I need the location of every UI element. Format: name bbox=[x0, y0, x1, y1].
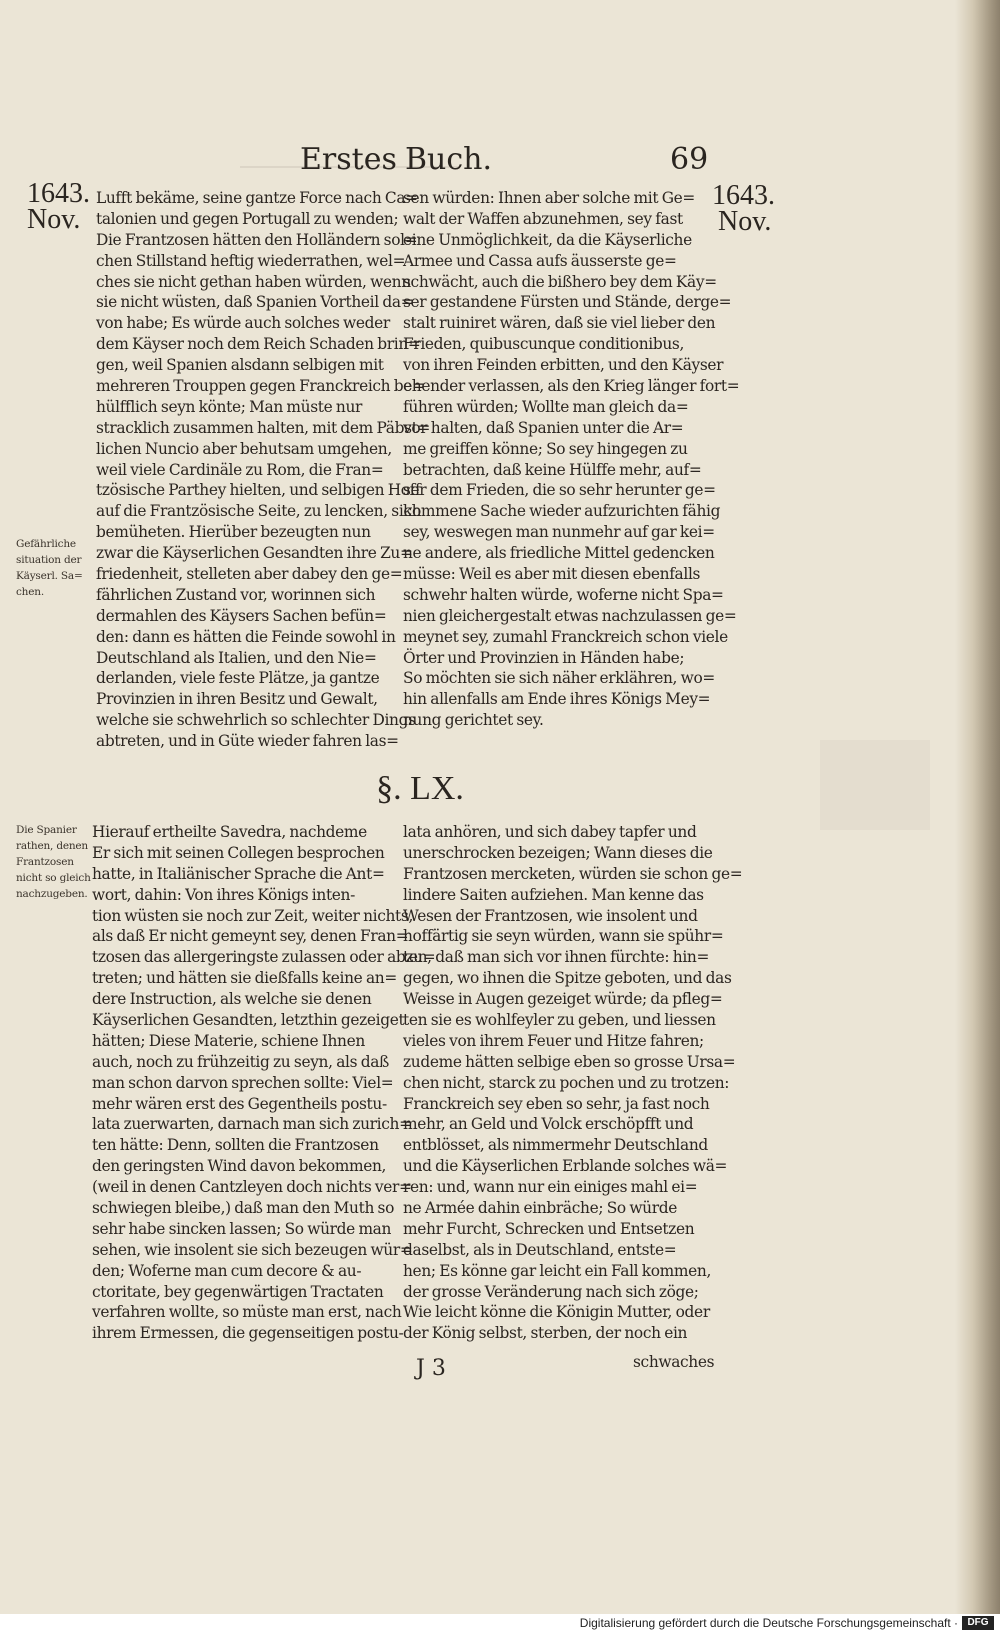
text-line: lichen Nuncio aber behutsam umgehen, bbox=[96, 439, 392, 458]
text-line: treten; und hätten sie dießfalls keine an= bbox=[92, 969, 397, 988]
text-line: müsse: Weil es aber mit diesen ebenfalls bbox=[403, 565, 701, 584]
running-title-left: Erstes bbox=[300, 142, 397, 177]
text-line: chen nicht, starck zu pochen und zu trotzen: bbox=[403, 1073, 730, 1092]
text-line: gegen, wo ihnen die Spitze geboten, und das bbox=[403, 969, 732, 988]
text-line: verfahren wollte, so müste man erst, nach bbox=[92, 1303, 402, 1322]
text-line: mehr Furcht, Schrecken und Entsetzen bbox=[403, 1219, 695, 1238]
text-line: Die Frantzosen hätten den Holländern sol= bbox=[96, 230, 418, 249]
bleed-through-block bbox=[820, 740, 930, 830]
text-line: tzosen das allergeringste zulassen oder abzu= bbox=[92, 948, 436, 967]
text-line: hin allenfalls am Ende ihres Königs Mey= bbox=[403, 690, 711, 709]
text-line: ser dem Frieden, die so sehr herunter ge= bbox=[403, 481, 716, 500]
margin-note-line: Frantzosen bbox=[16, 856, 74, 868]
dfg-logo-icon: DFG bbox=[962, 1616, 994, 1630]
lower-left-column bbox=[92, 822, 436, 1344]
text-line: der grosse Veränderung nach sich zöge; bbox=[403, 1282, 699, 1301]
text-line: Provinzien in ihren Besitz und Gewalt, bbox=[96, 690, 378, 709]
text-line: sie nicht wüsten, daß Spanien Vortheil da= bbox=[96, 293, 414, 312]
footer-credit: Digitalisierung gefördert durch die Deutsche Forschungsgemeinschaft · bbox=[579, 1616, 958, 1630]
margin-note-line: nicht so gleich bbox=[16, 872, 91, 884]
text-line: den; Woferne man cum decore & au- bbox=[92, 1261, 362, 1280]
text-line: von ihren Feinden erbitten, und den Käyser bbox=[403, 356, 724, 375]
text-line: nien gleichergestalt etwas nachzulassen ge= bbox=[403, 606, 737, 625]
text-line: derlanden, viele feste Plätze, ja gantze bbox=[96, 669, 380, 688]
text-line: So möchten sie sich näher erklähren, wo= bbox=[403, 669, 715, 688]
text-line: zudeme hätten selbige eben so grosse Ursa= bbox=[403, 1052, 736, 1071]
margin-note-line: situation der bbox=[16, 554, 82, 566]
text-line: schwächt, auch die bißhero bey dem Käy= bbox=[403, 272, 717, 291]
text-line: schwiegen bleibe,) daß man den Muth so bbox=[92, 1199, 395, 1218]
text-line: (weil in denen Cantzleyen doch nichts ver= bbox=[92, 1178, 412, 1197]
text-line: sehen, wie insolent sie sich bezeugen wür= bbox=[92, 1240, 413, 1259]
text-line: betrachten, daß keine Hülffe mehr, auf= bbox=[403, 460, 702, 479]
text-line: schwehr halten würde, woferne nicht Spa= bbox=[403, 585, 724, 604]
text-line: man schon darvon sprechen sollte: Viel= bbox=[92, 1073, 394, 1092]
text-line: Deutschland als Italien, und den Nie= bbox=[96, 648, 377, 667]
text-line: Hierauf ertheilte Savedra, nachdeme bbox=[92, 823, 367, 841]
text-line: Weisse in Augen gezeiget würde; da pfleg= bbox=[403, 990, 723, 1009]
margin-note-upper bbox=[16, 536, 94, 600]
month-left: Nov. bbox=[27, 204, 81, 235]
upper-left-column bbox=[96, 188, 431, 752]
text-line: mehr, an Geld und Volck erschöpfft und bbox=[403, 1115, 694, 1134]
text-line: ten hätte: Denn, sollten die Frantzosen bbox=[92, 1136, 379, 1155]
text-line: Er sich mit seinen Collegen besprochen bbox=[92, 843, 385, 862]
margin-note-line: Die Spanier bbox=[16, 824, 77, 836]
text-line: den: dann es hätten die Feinde sowohl in bbox=[96, 627, 396, 646]
text-line: hätten; Diese Materie, schiene Ihnen bbox=[92, 1031, 365, 1050]
text-line: auf die Frantzösische Seite, zu lencken, sich bbox=[96, 502, 422, 521]
text-line: ehender verlassen, als den Krieg länger fort= bbox=[403, 377, 740, 396]
text-line: sey, weswegen man nunmehr auf gar kei= bbox=[403, 523, 715, 542]
text-line: sehr habe sincken lassen; So würde man bbox=[92, 1219, 392, 1238]
margin-note-line: Käyserl. Sa= bbox=[16, 570, 83, 582]
margin-note-line: Gefährliche bbox=[16, 538, 76, 550]
text-line: weil viele Cardinäle zu Rom, die Fran= bbox=[96, 460, 384, 479]
page-number: 69 bbox=[670, 142, 709, 177]
text-line: hoffärtig sie seyn würden, wann sie spühr= bbox=[403, 927, 724, 946]
margin-note-line: rathen, denen bbox=[16, 840, 88, 852]
text-line: vor halten, daß Spanien unter die Ar= bbox=[403, 418, 684, 437]
text-line: Wesen der Frantzosen, wie insolent und bbox=[403, 906, 698, 925]
text-line: vieles von ihrem Feuer und Hitze fahren; bbox=[403, 1031, 704, 1050]
text-line: hen; Es könne gar leicht ein Fall kommen, bbox=[403, 1261, 712, 1280]
text-line: ten sie es wohlfeyler zu geben, und liessen bbox=[403, 1011, 716, 1030]
text-line: zwar die Käyserlichen Gesandten ihre Zu= bbox=[96, 544, 413, 563]
text-line: sen würden: Ihnen aber solche mit Ge= bbox=[403, 189, 695, 207]
text-line: eine Unmöglichkeit, da die Käyserliche bbox=[403, 230, 692, 249]
text-line: dermahlen des Käysers Sachen befün= bbox=[96, 606, 387, 625]
text-line: mehr wären erst des Gegentheils postu- bbox=[92, 1094, 387, 1113]
text-line: Armee und Cassa aufs äusserste ge= bbox=[403, 251, 677, 270]
month-right: Nov. bbox=[718, 206, 772, 237]
text-line: Käyserlichen Gesandten, letzthin gezeiget bbox=[92, 1011, 405, 1030]
text-line: Frantzosen mercketen, würden sie schon ge= bbox=[403, 864, 743, 883]
text-line: mehreren Trouppen gegen Franckreich be= bbox=[96, 377, 425, 396]
running-title-right: Buch. bbox=[405, 142, 493, 177]
text-line: hülfflich seyn könte; Man müste nur bbox=[96, 397, 363, 416]
text-line: talonien und gegen Portugall zu wenden; bbox=[96, 209, 399, 228]
text-line: als daß Er nicht gemeynt sey, denen Fran= bbox=[92, 927, 409, 946]
text-line: unerschrocken bezeigen; Wann dieses die bbox=[403, 843, 713, 862]
year-left: 1643. bbox=[27, 178, 90, 209]
text-line: auch, noch zu frühzeitig zu seyn, als daß bbox=[92, 1052, 389, 1071]
text-line: Franckreich sey eben so sehr, ja fast noch bbox=[403, 1094, 710, 1113]
text-line: Örter und Provinzien in Händen habe; bbox=[403, 648, 685, 667]
text-line: welche sie schwehrlich so schlechter Dings bbox=[96, 711, 416, 730]
text-line: ctoritate, bey gegenwärtigen Tractaten bbox=[92, 1282, 384, 1301]
page-binding-edge bbox=[955, 0, 1000, 1632]
catchword: schwaches bbox=[633, 1353, 715, 1371]
section-heading: §. LX. bbox=[376, 770, 464, 807]
text-line: stracklich zusammen halten, mit dem Päbst= bbox=[96, 418, 431, 437]
text-line: Frieden, quibuscunque conditionibus, bbox=[403, 335, 685, 354]
text-line: ne andere, als friedliche Mittel gedencken bbox=[403, 544, 715, 563]
text-line: lata zuerwarten, darnach man sich zurich= bbox=[92, 1115, 412, 1134]
margin-note-line: chen. bbox=[16, 586, 44, 598]
text-line: ser gestandene Fürsten und Stände, derge= bbox=[403, 293, 732, 312]
text-line: ten, daß man sich vor ihnen fürchte: hin= bbox=[403, 948, 710, 967]
text-line: dere Instruction, als welche sie denen bbox=[92, 990, 372, 1009]
text-line: lata anhören, und sich dabey tapfer und bbox=[403, 823, 697, 841]
text-line: friedenheit, stelleten aber dabey den ge= bbox=[96, 565, 403, 584]
text-line: und die Käyserlichen Erblande solches wä= bbox=[403, 1157, 728, 1176]
text-line: meynet sey, zumahl Franckreich schon viele bbox=[403, 627, 728, 646]
text-line: chen Stillstand heftig wiederrathen, wel= bbox=[96, 251, 406, 270]
text-line: fährlichen Zustand vor, worinnen sich bbox=[96, 585, 376, 604]
margin-note-lower bbox=[16, 822, 94, 902]
text-line: der König selbst, sterben, der noch ein bbox=[403, 1324, 688, 1343]
text-line: den geringsten Wind davon bekommen, bbox=[92, 1157, 387, 1176]
text-line: gen, weil Spanien alsdann selbigen mit bbox=[96, 356, 384, 375]
text-line: wort, dahin: Von ihres Königs inten- bbox=[92, 885, 355, 904]
text-line: lindere Saiten aufziehen. Man kenne das bbox=[403, 885, 704, 904]
lower-right-column bbox=[403, 822, 743, 1344]
upper-right-column bbox=[403, 188, 740, 731]
text-line: führen würden; Wollte man gleich da= bbox=[403, 397, 689, 416]
text-line: kommene Sache wieder aufzurichten fähig bbox=[403, 502, 721, 521]
text-line: tzösische Parthey hielten, und selbigen Hoff bbox=[96, 481, 421, 500]
text-line: tion wüsten sie noch zur Zeit, weiter nichts, bbox=[92, 906, 413, 925]
text-line: hatte, in Italiänischer Sprache die Ant= bbox=[92, 864, 385, 883]
year-right: 1643. bbox=[712, 180, 775, 211]
text-line: me greiffen könne; So sey hingegen zu bbox=[403, 439, 688, 458]
text-line: ches sie nicht gethan haben würden, wenn bbox=[96, 272, 411, 291]
text-line: ne Armée dahin einbräche; So würde bbox=[403, 1199, 678, 1218]
text-line: stalt ruiniret wären, daß sie viel lieber den bbox=[403, 314, 716, 333]
text-line: Wie leicht könne die Königin Mutter, oder bbox=[403, 1303, 710, 1322]
text-line: Lufft bekäme, seine gantze Force nach Ca= bbox=[96, 189, 418, 207]
text-line: entblösset, als nimmermehr Deutschland bbox=[403, 1136, 708, 1155]
text-line: nung gerichtet sey. bbox=[403, 711, 544, 730]
signature-mark: J 3 bbox=[416, 1356, 446, 1381]
text-line: dem Käyser noch dem Reich Schaden brin= bbox=[96, 335, 421, 354]
margin-note-line: nachzugeben. bbox=[16, 888, 88, 900]
text-line: daselbst, als in Deutschland, entste= bbox=[403, 1240, 677, 1259]
text-line: von habe; Es würde auch solches weder bbox=[96, 314, 390, 333]
text-line: abtreten, und in Güte wieder fahren las= bbox=[96, 732, 399, 751]
text-line: bemüheten. Hierüber bezeugten nun bbox=[96, 523, 371, 542]
text-line: ihrem Ermessen, die gegenseitigen postu- bbox=[92, 1324, 404, 1343]
text-line: ren: und, wann nur ein einiges mahl ei= bbox=[403, 1178, 698, 1197]
text-line: walt der Waffen abzunehmen, sey fast bbox=[403, 209, 683, 228]
